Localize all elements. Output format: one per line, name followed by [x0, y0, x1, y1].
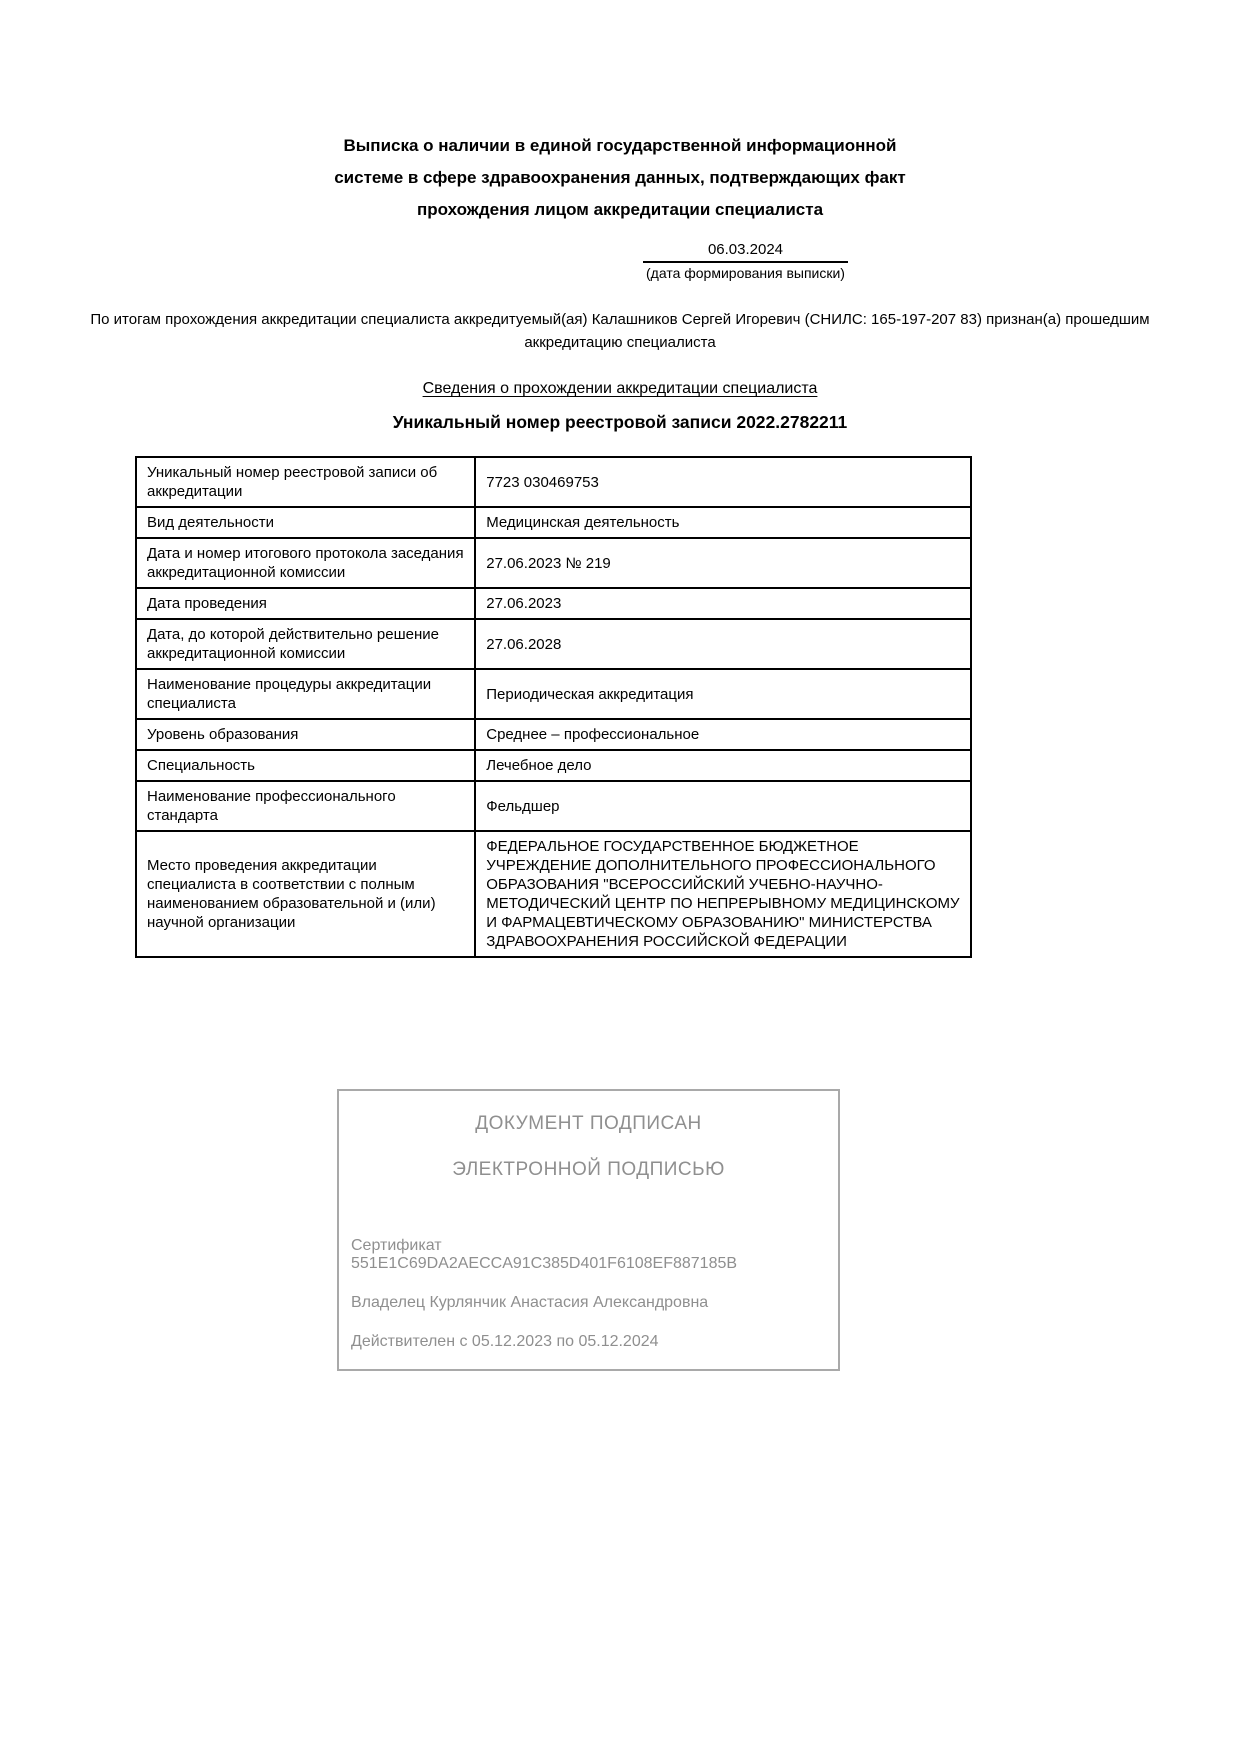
row-value: 27.06.2023 [475, 588, 971, 619]
accreditation-table-body [136, 457, 971, 957]
table-row [136, 538, 971, 588]
extract-date-block [643, 241, 848, 281]
signature-validity: Действителен с 05.12.2023 по 05.12.2024 [351, 1333, 659, 1350]
row-label: Место проведения аккредитации специалиста в соответствии с полным наименованием образовательной и (или) научной организации [136, 831, 475, 957]
row-value: Лечебное дело [475, 750, 971, 781]
row-label: Специальность [136, 750, 475, 781]
table-row [136, 588, 971, 619]
document-title-line-1: Выписка о наличии в единой государственной информационной [343, 136, 897, 155]
intro-paragraph: По итогам прохождения аккредитации специалиста аккредитуемый(ая) Калашников Сергей Игоревич (СНИЛС: 165-197-207 83) признан(а) прошедшим аккредитацию специалиста [90, 311, 1150, 351]
table-row [136, 507, 971, 538]
signature-title-line1: ДОКУМЕНТ ПОДПИСАН [475, 1113, 702, 1134]
row-value: ФЕДЕРАЛЬНОЕ ГОСУДАРСТВЕННОЕ БЮДЖЕТНОЕ УЧРЕЖДЕНИЕ ДОПОЛНИТЕЛЬНОГО ПРОФЕССИОНАЛЬНОГО ОБРАЗОВАНИЯ "ВСЕРОССИЙСКИЙ УЧЕБНО-НАУЧНО-МЕТОДИЧЕСКИЙ ЦЕНТР ПО НЕПРЕРЫВНОМУ МЕДИЦИНСКОМУ И ФАРМАЦЕВТИЧЕСКОМУ ОБРАЗОВАНИЮ" МИНИСТЕРСТВА ЗДРАВООХРАНЕНИЯ РОССИЙСКОЙ ФЕДЕРАЦИИ [475, 831, 971, 957]
extract-date-caption: (дата формирования выписки) [646, 265, 845, 281]
row-label: Дата, до которой действительно решение аккредитационной комиссии [136, 619, 475, 669]
document-title-line-2: системе в сфере здравоохранения данных, подтверждающих факт [334, 168, 906, 187]
table-row [136, 669, 971, 719]
signature-certificate: Сертификат 551E1C69DA2AECCA91C385D401F6108EF887185B [351, 1237, 738, 1272]
extract-date: 06.03.2024 [643, 241, 848, 263]
document-title-line-3: прохождения лицом аккредитации специалиста [416, 200, 824, 219]
table-row [136, 831, 971, 957]
row-value: 27.06.2028 [475, 619, 971, 669]
table-row [136, 619, 971, 669]
row-value: 27.06.2023 № 219 [475, 538, 971, 588]
signature-box [337, 1089, 840, 1371]
table-row [136, 719, 971, 750]
row-label: Наименование профессионального стандарта [136, 781, 475, 831]
row-label: Дата проведения [136, 588, 475, 619]
signature-title-line2: ЭЛЕКТРОННОЙ ПОДПИСЬЮ [452, 1159, 725, 1180]
registry-number-heading: Уникальный номер реестровой записи 2022.2782211 [392, 412, 848, 432]
table-row [136, 457, 971, 507]
row-label: Наименование процедуры аккредитации специалиста [136, 669, 475, 719]
row-label: Вид деятельности [136, 507, 475, 538]
row-value: Фельдшер [475, 781, 971, 831]
table-row [136, 781, 971, 831]
section-heading: Сведения о прохождении аккредитации специалиста [422, 380, 818, 397]
row-label: Дата и номер итогового протокола заседания аккредитационной комиссии [136, 538, 475, 588]
row-value: 7723 030469753 [475, 457, 971, 507]
signature-owner: Владелец Курлянчик Анастасия Александровна [351, 1294, 709, 1311]
row-value: Медицинская деятельность [475, 507, 971, 538]
accreditation-table [135, 456, 972, 958]
row-label: Уникальный номер реестровой записи об аккредитации [136, 457, 475, 507]
table-row [136, 750, 971, 781]
row-value: Периодическая аккредитация [475, 669, 971, 719]
row-value: Среднее – профессиональное [475, 719, 971, 750]
document-title [0, 0, 1240, 226]
row-label: Уровень образования [136, 719, 475, 750]
